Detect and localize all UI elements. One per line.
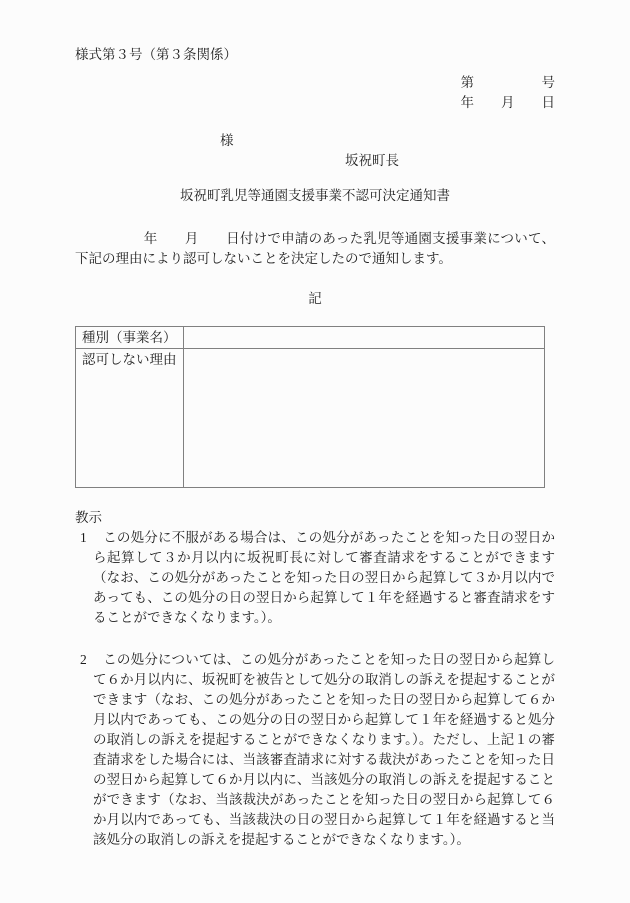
kyoji-item-1-text: この処分に不服がある場合は、この処分があったことを知った日の翌日から起算して３か月以内に坂祝町長に対して審査請求をすることができます（なお、この処分があったことを知った日の翌日から起算して３か月以内であっても、この処分の日の翌日から起算して１年を経過すると審査請求をすることができなくなります。）。	[93, 530, 555, 625]
form-number-label: 様式第３号（第３条関係）	[75, 47, 237, 62]
document-title: 坂祝町乳児等通園支援事業不認可決定通知書	[180, 188, 450, 203]
kyoji-item-2-number: 2	[80, 652, 87, 667]
kyoji-heading: 教示	[75, 510, 102, 525]
header-right-block	[75, 73, 555, 113]
table-label-reason: 認可しない理由	[76, 349, 184, 488]
doc-number-line: 第 号	[460, 75, 555, 90]
kyoji-item-2	[75, 650, 555, 850]
table-value-reason	[184, 349, 545, 488]
kyoji-item-1-number: 1	[80, 530, 87, 545]
sender-title: 坂祝町長	[345, 153, 399, 168]
body-paragraph: 年 月 日付けで申請のあった乳児等通園支援事業について、下記の理由により認可しないことを決定したので通知します。	[75, 231, 555, 266]
table-row-reason	[76, 349, 545, 488]
table-row-category	[76, 327, 545, 349]
reason-table	[75, 326, 545, 488]
ki-marker: 記	[308, 291, 322, 306]
kyoji-item-2-text: この処分については、この処分があったことを知った日の翌日から起算して６か月以内に、坂祝町を被告として処分の取消しの訴えを提起することができます（なお、この処分があったことを知った日の翌日から起算して６か月以内であっても、この処分の日の翌日から起算して１年を経過すると処分の取消しの訴えを提起することができなくなります。）。ただし、上記１の審査請求をした場合には、当該審査請求に対する裁決があったことを知った日の翌日から起算して６か月以内に、当該処分の取消しの訴えを提起することができます（なお、当該裁決があったことを知った日の翌日から起算して６か月以内であっても、当該裁決の日の翌日から起算して１年を経過すると当該処分の取消しの訴えを提起することができなくなります。）。	[93, 652, 555, 847]
kyoji-item-1	[75, 528, 555, 628]
table-value-category	[184, 327, 545, 349]
date-line: 年 月 日	[460, 95, 555, 110]
table-label-category: 種別（事業名）	[76, 327, 184, 349]
addressee-honorific: 様	[220, 133, 234, 148]
